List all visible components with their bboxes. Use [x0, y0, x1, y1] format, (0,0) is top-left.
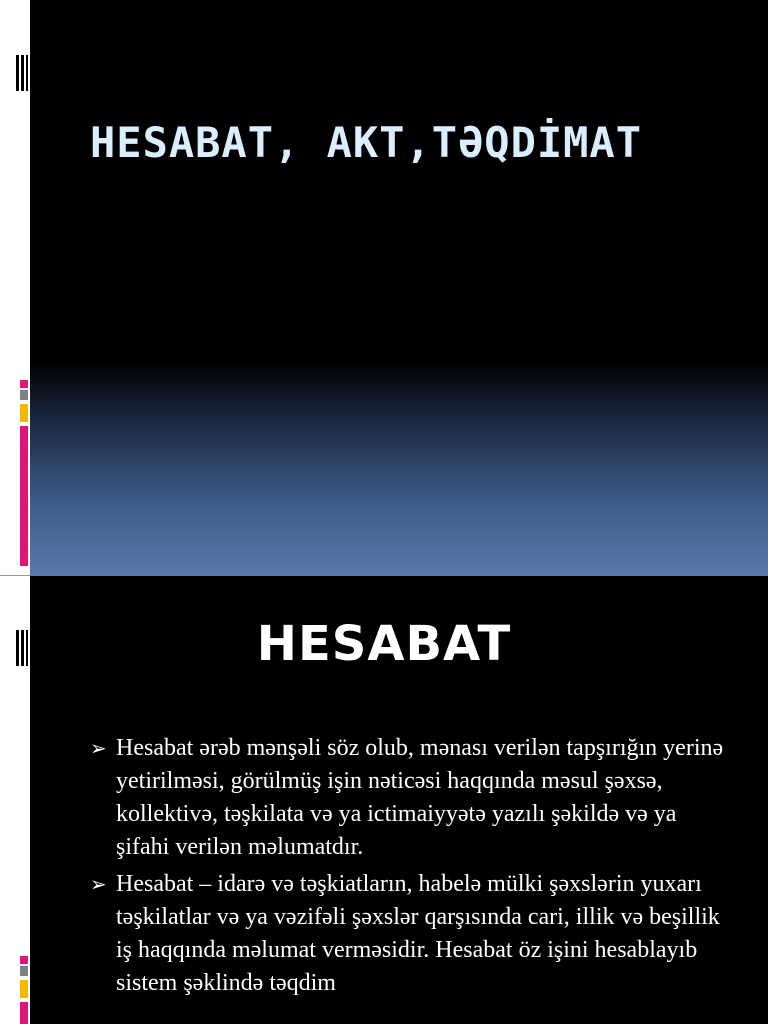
list-item: [90, 868, 730, 1000]
slide-title: HESABAT, AKT,TƏQDİMAT: [90, 118, 643, 167]
color-strip: [20, 956, 28, 1024]
color-strip: [20, 380, 28, 570]
barcode-icon: [16, 55, 30, 91]
slide-2: [0, 576, 768, 1024]
bullet-text: Hesabat – idarə və təşkiatların, habelə mülki şəxslərin yuxarı təşkilatlar və ya vəzifəli şəxslər qarşısında cari, illik və beşillik iş haqqında məlumat verməsidir. Hesabat öz işini hesablayıb sistem şəklində təqdim: [116, 871, 720, 996]
bullet-text: Hesabat ərəb mənşəli söz olub, mənası verilən tapşırığın yerinə yetirilməsi, görülmüş işin nəticəsi haqqında məsul şəxsə, kollektivə, təşkilata və ya ictimaiyyətə yazılı şəkildə və ya şifahi verilən məlumatdır.: [116, 735, 724, 860]
list-item: [90, 732, 730, 864]
slide-title: HESABAT: [256, 616, 512, 672]
arrow-bullet-icon: ➢: [90, 736, 107, 760]
arrow-bullet-icon: ➢: [90, 872, 107, 896]
bullet-list: [90, 732, 730, 1004]
